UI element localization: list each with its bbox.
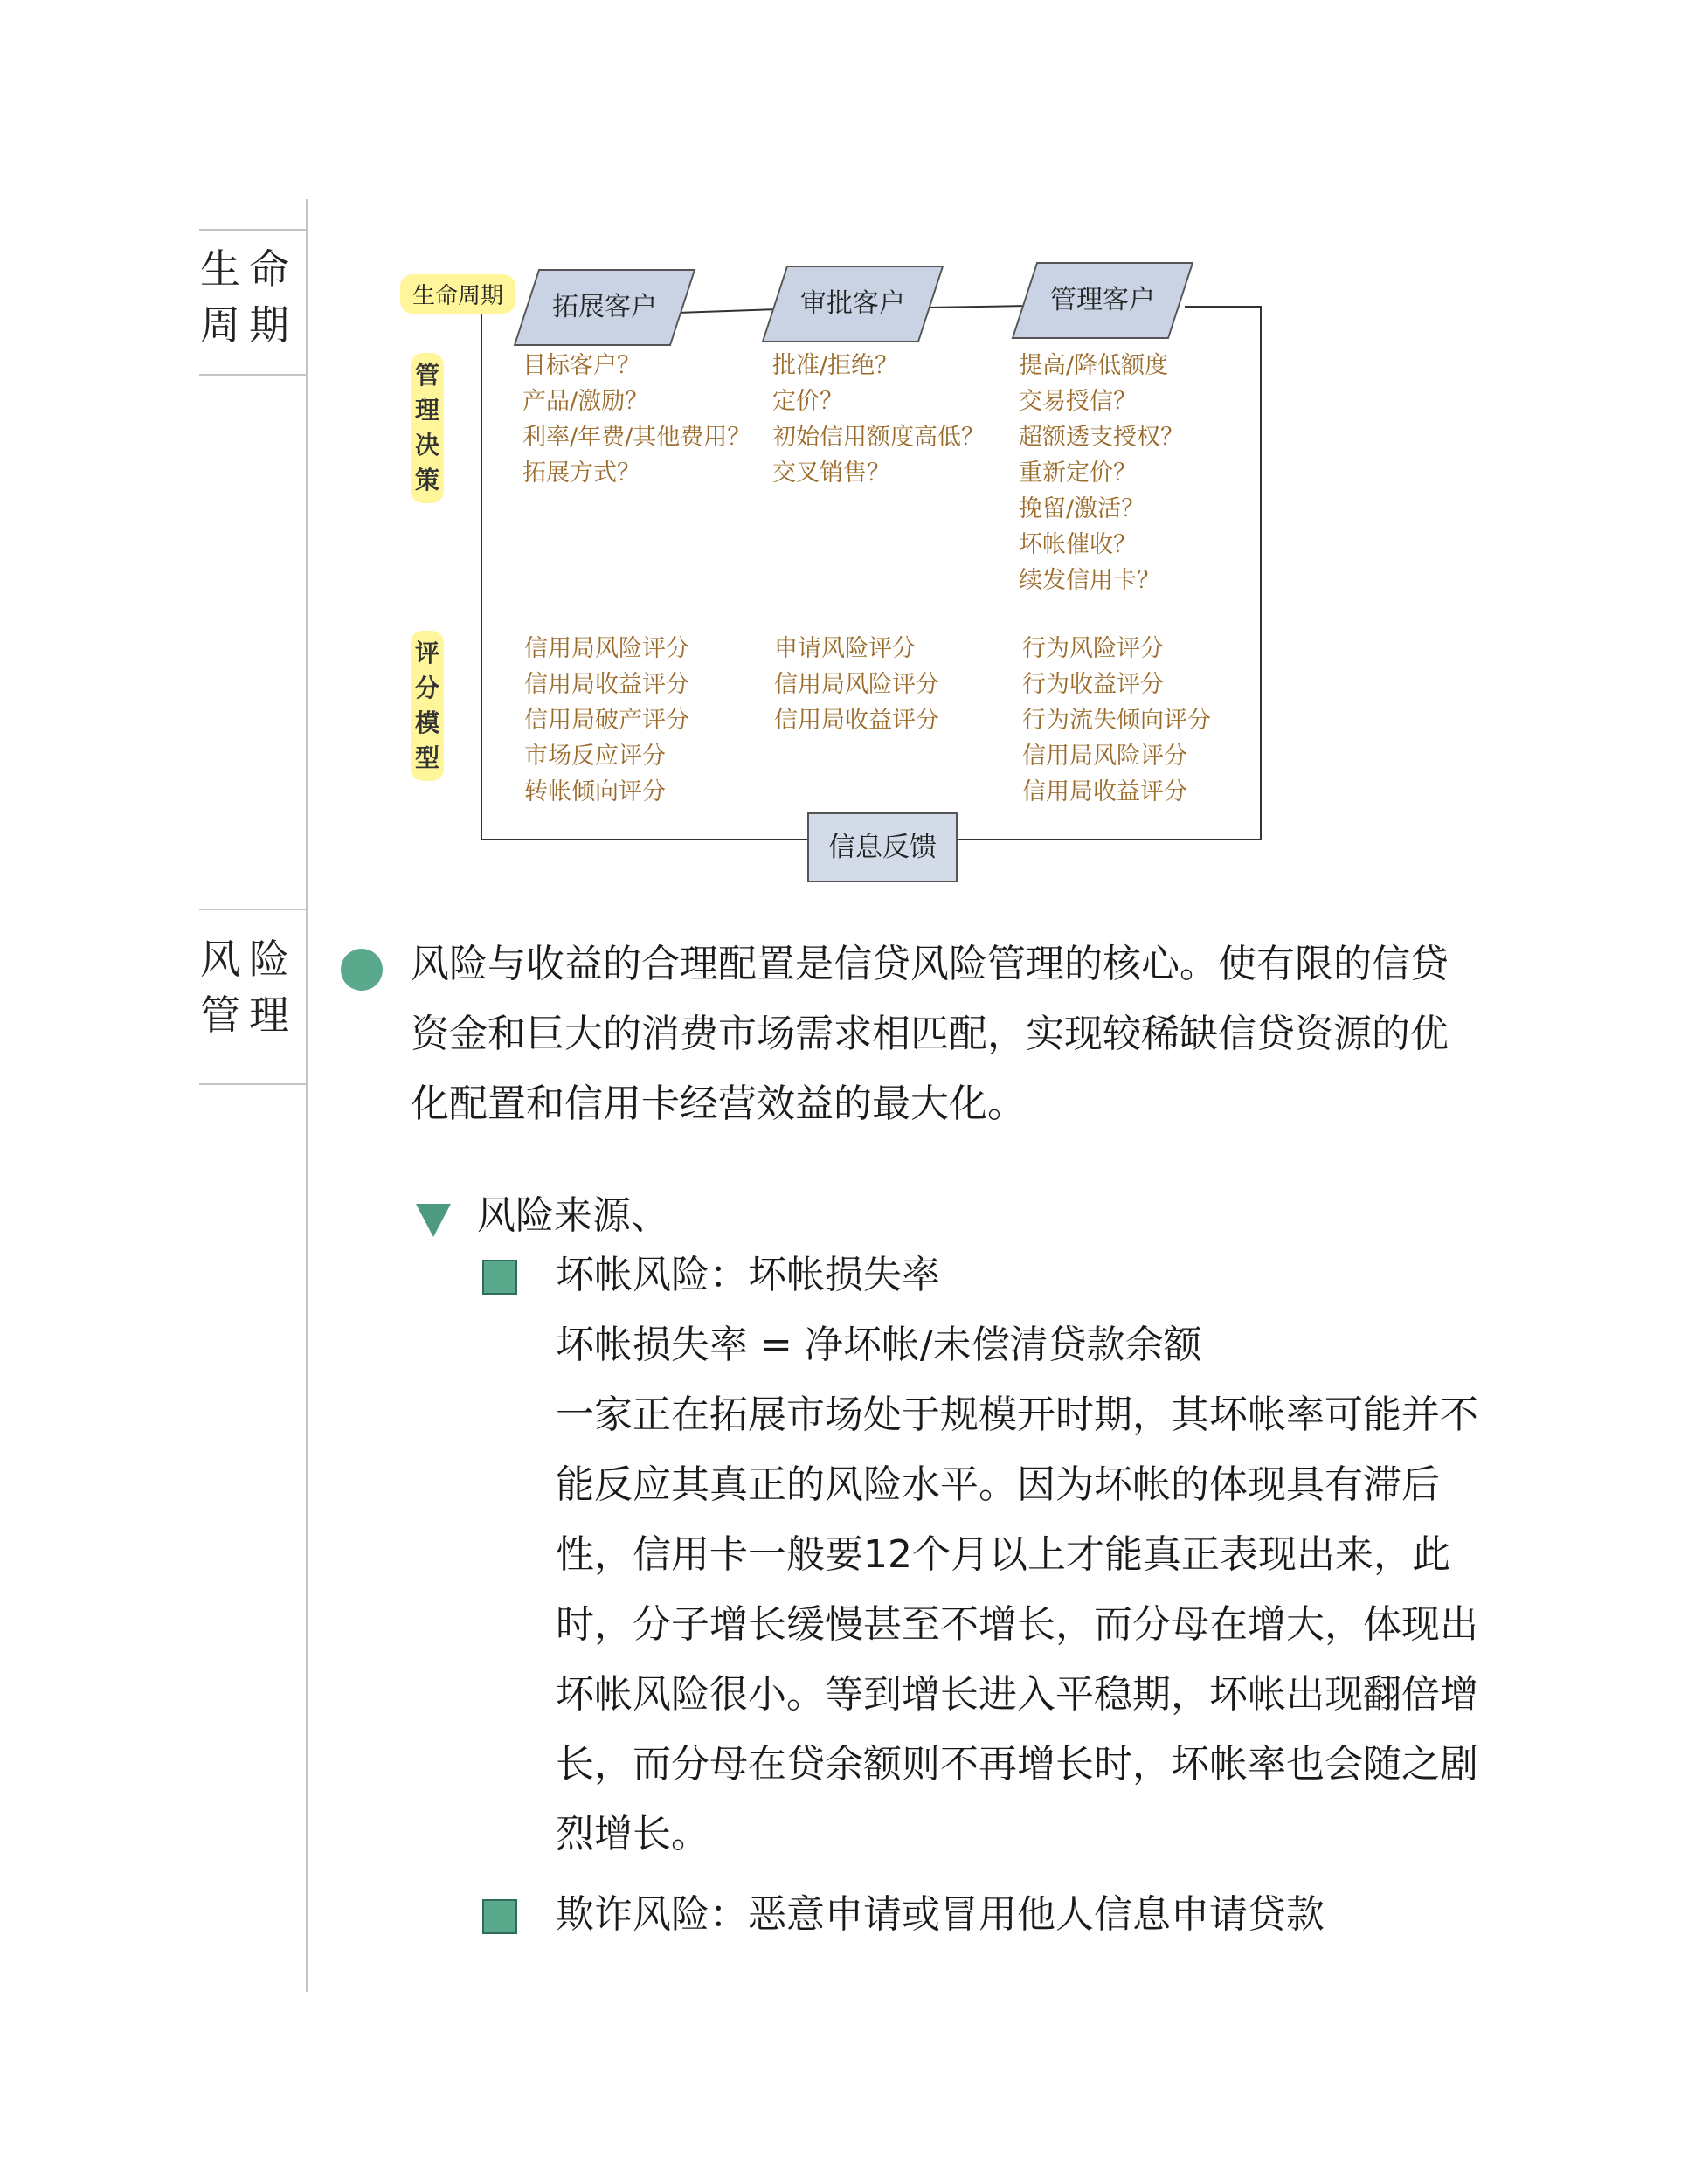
decision-item: 续发信用卡？: [1019, 567, 1160, 594]
score-model-tag: [411, 631, 444, 781]
decision-item: 定价？: [772, 388, 843, 415]
frame-line: [1260, 306, 1262, 840]
frame-line: [1185, 306, 1262, 308]
stage-acquire: [514, 269, 696, 346]
decision-list-approve: [772, 348, 985, 491]
stage-label: 拓展客户: [552, 292, 657, 322]
score-item: 行为流失倾向评分: [1022, 707, 1211, 734]
decision-item: 超额透支授权？: [1019, 424, 1184, 451]
decision-item: 坏帐催收？: [1019, 531, 1137, 558]
feedback-box: 信息反馈: [807, 812, 958, 882]
decision-item: 目标客户？: [522, 352, 640, 379]
score-item: 信用局收益评分: [1022, 778, 1187, 805]
bad-debt-title: 坏帐风险：坏帐损失率: [556, 1253, 940, 1297]
cue-risk-management: 风险 管理: [200, 936, 298, 1039]
decision-item: 产品/激励？: [522, 388, 649, 415]
triangle-bullet-icon: [416, 1204, 451, 1237]
decision-list-manage: [1019, 348, 1184, 598]
score-item: 信用局风险评分: [524, 635, 689, 662]
cue-divider: [199, 1083, 306, 1085]
decision-item: 挽留/激活？: [1019, 495, 1145, 522]
bullet-dot-icon: [341, 949, 383, 991]
stage-label: 审批客户: [800, 288, 905, 319]
decision-item: 拓展方式？: [522, 460, 640, 487]
decision-item: 初始信用额度高低？: [772, 424, 985, 451]
score-list-manage: [1022, 631, 1211, 810]
decision-item: 批准/拒绝？: [772, 352, 899, 379]
frame-line: [481, 306, 482, 840]
decision-item: 重新定价？: [1019, 460, 1137, 487]
score-item: 转帐倾向评分: [524, 778, 666, 805]
lifecycle-tag: 生命周期: [400, 274, 515, 314]
margin-line: [306, 199, 308, 1992]
score-list-acquire: [524, 631, 689, 810]
decision-item: 提高/降低额度: [1019, 352, 1169, 379]
bad-debt-formula: 坏帐损失率 = 净坏帐/未偿清贷款余额: [556, 1323, 1202, 1367]
score-item: 信用局破产评分: [524, 707, 689, 734]
stage-manage: [1012, 262, 1194, 339]
frame-line: [671, 308, 785, 314]
frame-line: [954, 839, 1262, 840]
score-item: 信用局风险评分: [774, 671, 939, 698]
mgmt-decision-tag: [411, 353, 444, 503]
score-list-approve: [774, 631, 939, 738]
stage-approve: [762, 266, 944, 342]
score-item: 信用局收益评分: [524, 671, 689, 698]
score-item: 信用局风险评分: [1022, 743, 1187, 770]
cue-lifecycle: 生命 周期: [200, 245, 298, 349]
square-bullet-icon: [482, 1260, 517, 1295]
score-item: 行为收益评分: [1022, 671, 1164, 698]
cue-divider: [199, 909, 306, 910]
score-item: 申请风险评分: [774, 635, 916, 662]
fraud-risk-title: 欺诈风险：恶意申请或冒用他人信息申请贷款: [556, 1892, 1325, 1937]
decision-item: 交易授信？: [1019, 388, 1137, 415]
decision-item: 交叉销售？: [772, 460, 890, 487]
score-item: 市场反应评分: [524, 743, 666, 770]
cue-divider: [199, 374, 306, 376]
frame-line: [481, 839, 809, 840]
intro-paragraph: 风险与收益的合理配置是信贷风险管理的核心。使有限的信贷资金和巨大的消费市场需求相匹配，实现较稀缺信贷资源的优化配置和信用卡经营效益的最大化。: [411, 942, 1449, 1126]
score-item: 行为风险评分: [1022, 635, 1164, 662]
tag-text: 评分模型: [414, 639, 439, 772]
risk-source-heading: 风险来源、: [477, 1193, 669, 1238]
bad-debt-explanation: 一家正在拓展市场处于规模开时期，其坏帐率可能并不能反应其真正的风险水平。因为坏帐的体现具有滞后性，信用卡一般要12个月以上才能真正表现出来，此时，分子增长缓慢甚至不增长，而分母在增大，体现出坏帐风险很小。等到增长进入平稳期，坏帐出现翻倍增长，而分母在贷余额则不再增长时，坏帐率也会随之剧烈增长。: [556, 1393, 1478, 1856]
stage-label: 管理客户: [1050, 285, 1155, 315]
score-item: 信用局收益评分: [774, 707, 939, 734]
square-bullet-icon: [482, 1899, 517, 1934]
decision-item: 利率/年费/其他费用？: [522, 424, 751, 451]
tag-text: 管理决策: [414, 361, 439, 494]
decision-list-acquire: [522, 348, 751, 491]
cue-divider: [199, 229, 306, 231]
frame-line: [921, 305, 1034, 308]
